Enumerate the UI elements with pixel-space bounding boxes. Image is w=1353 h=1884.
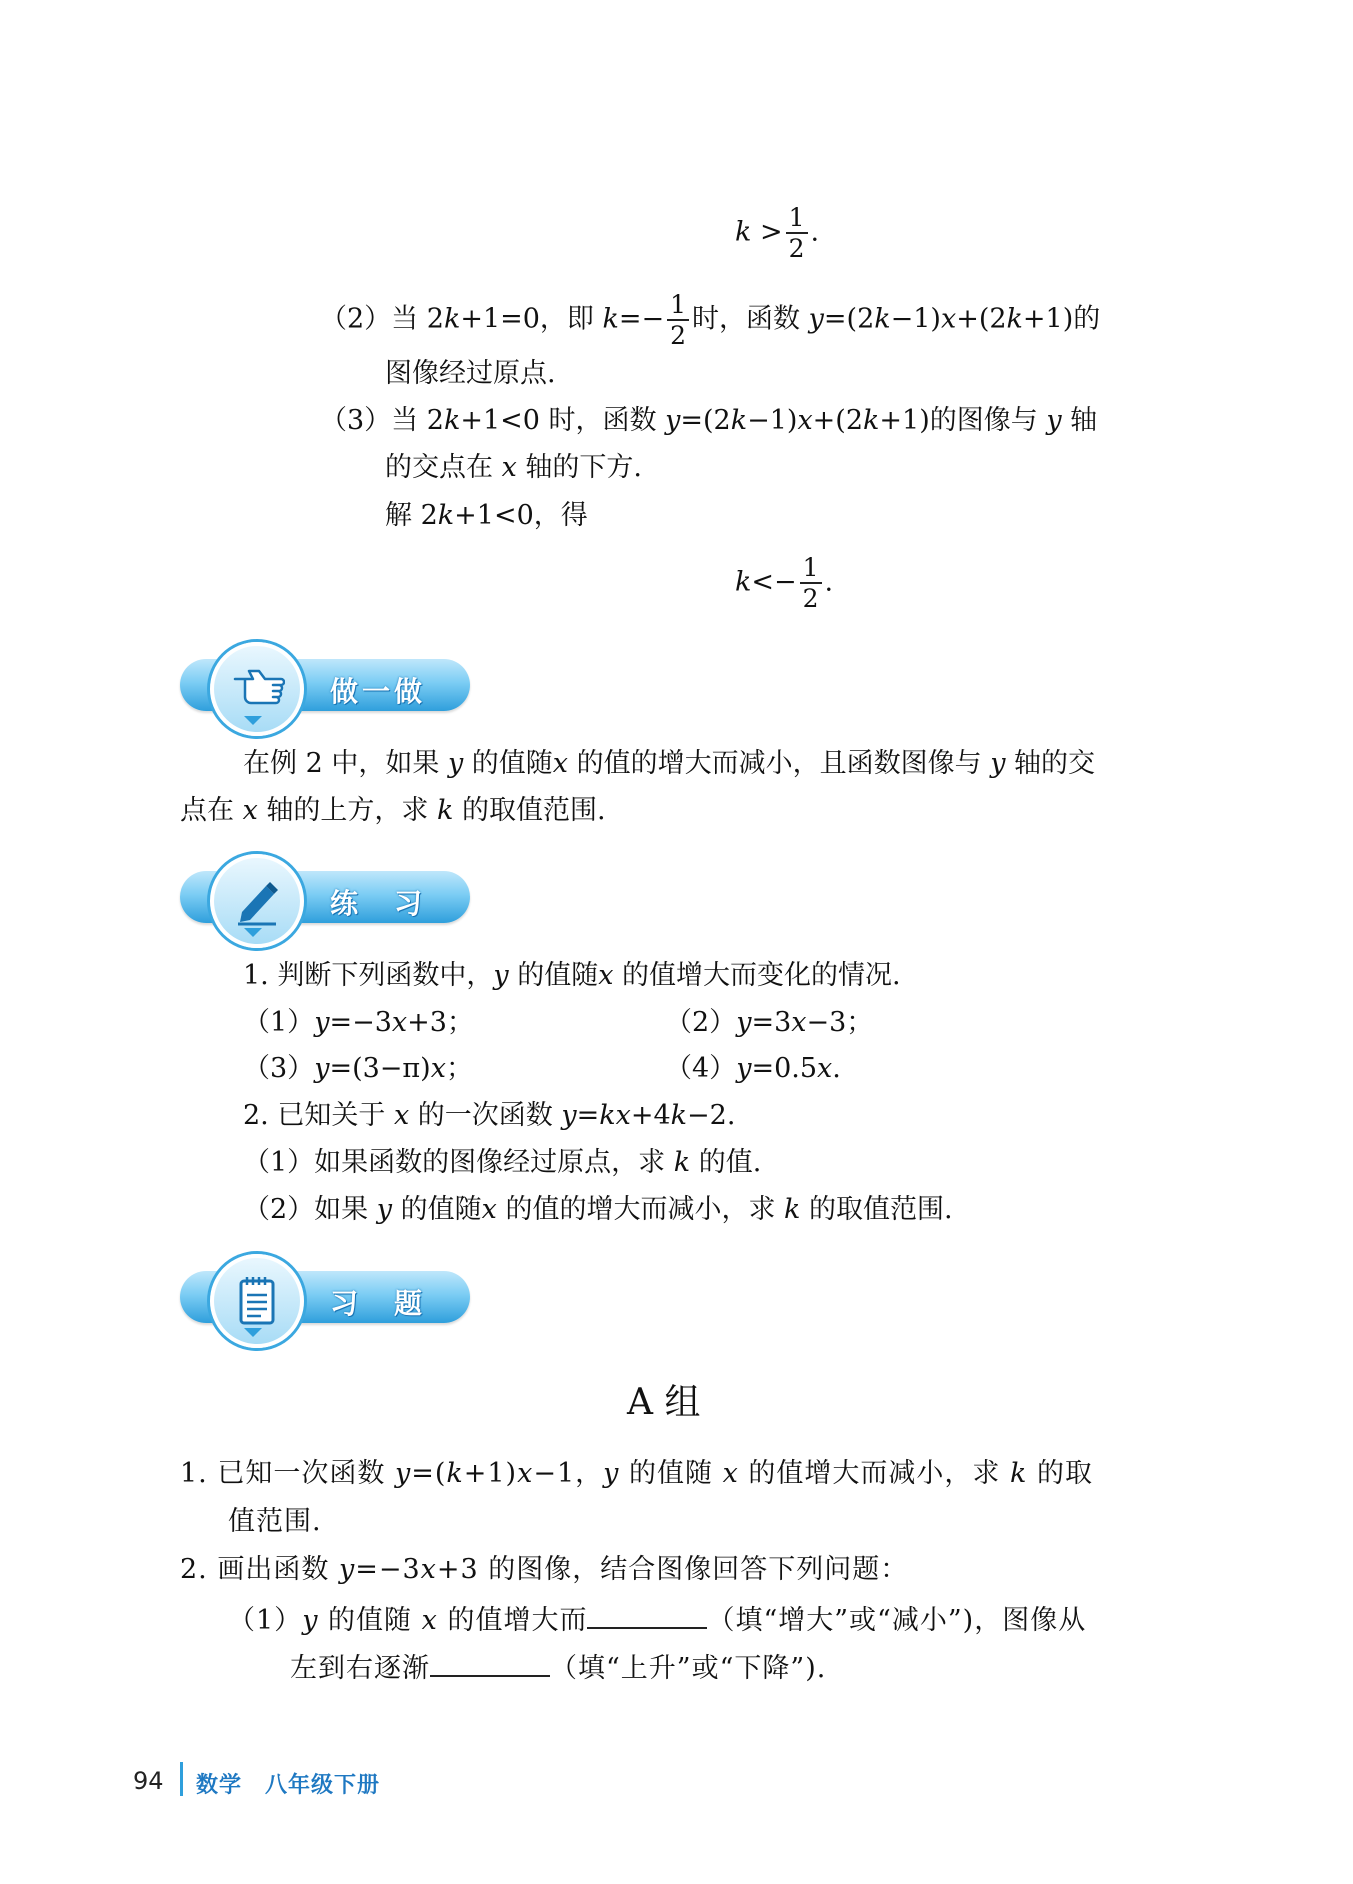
var-k: k xyxy=(446,1458,464,1489)
var-x: x xyxy=(817,1053,833,1084)
text: 的取 xyxy=(1027,1458,1093,1489)
lianxi-q1-item-1 xyxy=(243,1007,474,1038)
solution-item-3-line2 xyxy=(385,452,642,483)
footer-divider xyxy=(180,1762,183,1796)
lianxi-q1-item-4 xyxy=(665,1053,841,1084)
solution-item-3-line3 xyxy=(385,500,588,531)
inequality-k-gt-half: k > $\frac{1}{2}$ . xyxy=(735,203,820,263)
text: +1=0，即 xyxy=(460,303,603,335)
text: 的值增大而减小，求 xyxy=(738,1458,1010,1489)
lianxi-q1-item-3 xyxy=(243,1053,473,1084)
lianxi-q2-item-1 xyxy=(243,1147,761,1178)
var-k: k xyxy=(443,303,461,335)
text: =3 xyxy=(751,1007,792,1038)
solution-item-2-line2: 图像经过原点. xyxy=(385,358,556,389)
text: （1）如果函数的图像经过原点，求 xyxy=(243,1147,674,1178)
var-x: x xyxy=(791,1007,807,1038)
book-title: 数学 八年级下册 xyxy=(196,1773,381,1798)
text: +(2 xyxy=(956,303,1007,335)
var-y: y xyxy=(314,1007,330,1038)
banner-title: 习 题 xyxy=(330,1287,427,1320)
var-k: k xyxy=(443,405,461,436)
var-y: y xyxy=(603,1458,620,1489)
fraction-denominator: 2 xyxy=(788,234,805,263)
text: +1<0 时，函数 xyxy=(460,405,666,436)
text: =(2 xyxy=(823,303,875,335)
banner-title: 做一做 xyxy=(330,675,427,708)
text: =−3 xyxy=(329,1007,392,1038)
text: −1， xyxy=(533,1458,604,1489)
text: （填“上升”或“下降”). xyxy=(550,1653,827,1684)
text: 2. 已知关于 xyxy=(243,1100,394,1131)
text: =−3 xyxy=(355,1554,421,1585)
text: 的交点在 xyxy=(385,452,502,483)
var-k: k xyxy=(863,405,880,436)
zuoyizuo-line2 xyxy=(180,795,606,826)
text: 的值增大而 xyxy=(437,1605,588,1636)
text: =− xyxy=(618,303,665,335)
var-y: y xyxy=(736,1053,752,1084)
var-k: k xyxy=(599,1100,616,1131)
var-y: y xyxy=(314,1053,330,1084)
text: −3； xyxy=(806,1007,874,1038)
var-k: k xyxy=(602,303,619,335)
xiti-p1-line2: 值范围. xyxy=(228,1506,322,1537)
var-x: x xyxy=(393,1100,410,1131)
period: . xyxy=(810,216,820,248)
text: ； xyxy=(445,1053,473,1084)
var-k: k xyxy=(670,1100,688,1131)
text: . xyxy=(832,1053,841,1084)
var-y: y xyxy=(665,405,681,436)
text: 2. 画出函数 xyxy=(180,1554,339,1585)
text: +1<0，得 xyxy=(454,500,588,531)
text: −2. xyxy=(687,1100,736,1131)
text: +1) xyxy=(463,1458,518,1489)
fraction-numerator: 1 xyxy=(667,292,689,321)
fraction-denominator: 2 xyxy=(802,584,819,613)
text: −1) xyxy=(747,405,798,436)
text: 的取值范围. xyxy=(800,1194,953,1225)
fraction xyxy=(786,205,808,261)
banner-arrow xyxy=(244,716,262,725)
text: 轴的上方，求 xyxy=(257,795,437,826)
text: 在例 2 中，如果 xyxy=(243,748,448,779)
fill-in-blank[interactable] xyxy=(587,1603,707,1629)
var-k: k xyxy=(874,303,891,335)
var-x: x xyxy=(615,1100,631,1131)
var-y: y xyxy=(1046,405,1062,436)
text: （4） xyxy=(665,1053,737,1084)
text: 的值随 xyxy=(318,1605,422,1636)
text: 左到右逐渐 xyxy=(290,1653,430,1684)
var-k: k xyxy=(735,216,752,248)
text: 1. 判断下列函数中， xyxy=(243,960,494,991)
text: +3 的图像，结合图像回答下列问题： xyxy=(436,1554,909,1585)
banner-zuoyizuo xyxy=(180,648,470,723)
text: （2） xyxy=(665,1007,737,1038)
xiti-p2 xyxy=(180,1554,908,1585)
period: . xyxy=(824,566,834,598)
xiti-p2-item-1-line2 xyxy=(290,1651,826,1684)
var-y: y xyxy=(302,1605,319,1636)
text: （填“增大”或“减小”)，图像从 xyxy=(707,1605,1087,1636)
banner-lianxi xyxy=(180,860,470,935)
group-title: A 组 xyxy=(627,1382,701,1423)
text: +4 xyxy=(630,1100,671,1131)
var-x: x xyxy=(242,795,258,826)
text: 的值随 xyxy=(508,960,599,991)
text: =0.5 xyxy=(751,1053,818,1084)
var-x: x xyxy=(430,1053,446,1084)
text: =(3−π) xyxy=(329,1053,431,1084)
text: 的值. xyxy=(690,1147,762,1178)
var-k: k xyxy=(437,500,455,531)
page-number: 94 xyxy=(133,1767,164,1795)
fill-in-blank[interactable] xyxy=(430,1651,550,1677)
text: 的值的增大而减小，求 xyxy=(496,1194,785,1225)
text: = xyxy=(576,1100,600,1131)
solution-item-3 xyxy=(320,405,1097,436)
var-x: x xyxy=(501,452,517,483)
var-k: k xyxy=(1009,1458,1028,1489)
var-k: k xyxy=(673,1147,691,1178)
text: 点在 xyxy=(180,795,243,826)
var-x: x xyxy=(391,1007,408,1038)
fraction xyxy=(800,555,822,611)
fraction-numerator: 1 xyxy=(800,555,822,584)
text: 轴的下方. xyxy=(516,452,642,483)
text: （3）当 2 xyxy=(320,405,444,436)
text: （1） xyxy=(228,1605,303,1636)
text: （3） xyxy=(243,1053,315,1084)
var-k: k xyxy=(784,1194,801,1225)
text: 轴 xyxy=(1061,405,1098,436)
text: （1） xyxy=(243,1007,315,1038)
var-y: y xyxy=(447,748,464,779)
text: 的一次函数 xyxy=(409,1100,562,1131)
var-x: x xyxy=(797,405,813,436)
banner-arrow xyxy=(244,928,262,937)
var-y: y xyxy=(338,1554,356,1585)
var-x: x xyxy=(598,960,614,991)
var-x: x xyxy=(517,1458,534,1489)
var-y: y xyxy=(493,960,509,991)
var-x: x xyxy=(940,303,957,335)
var-x: x xyxy=(552,748,569,779)
text: 1. 已知一次函数 xyxy=(180,1458,395,1489)
lianxi-q1 xyxy=(243,960,901,991)
banner-title: 练 习 xyxy=(330,887,427,920)
text: +1)的 xyxy=(1022,303,1101,335)
text: （2）如果 xyxy=(243,1194,377,1225)
var-y: y xyxy=(376,1194,393,1225)
var-k: k xyxy=(1006,303,1023,335)
text: 轴的交 xyxy=(1005,748,1096,779)
text: 的值随 xyxy=(392,1194,482,1225)
var-x: x xyxy=(420,1554,437,1585)
text: 的值随 xyxy=(619,1458,723,1489)
var-y: y xyxy=(561,1100,577,1131)
zuoyizuo-line1 xyxy=(243,748,1095,779)
text: <− xyxy=(751,566,797,598)
var-y: y xyxy=(394,1458,412,1489)
var-k: k xyxy=(437,795,454,826)
var-k: k xyxy=(735,566,752,598)
var-y: y xyxy=(808,303,824,335)
solution-item-2 xyxy=(320,292,1100,348)
lianxi-q1-item-2 xyxy=(665,1007,873,1038)
text: +1)的图像与 xyxy=(879,405,1047,436)
xiti-p2-item-1 xyxy=(228,1603,1086,1636)
text: 的值增大而变化的情况. xyxy=(613,960,901,991)
text: 的值的增大而减小，且函数图像与 xyxy=(568,748,991,779)
text: −1) xyxy=(890,303,941,335)
var-x: x xyxy=(722,1458,739,1489)
fraction-numerator: 1 xyxy=(786,205,808,234)
lianxi-q2 xyxy=(243,1100,735,1131)
text: 的值随 xyxy=(463,748,553,779)
text: +3； xyxy=(407,1007,474,1038)
lianxi-q2-item-2 xyxy=(243,1194,953,1225)
text: 时，函数 xyxy=(692,303,809,335)
text: =(2 xyxy=(680,405,731,436)
fraction-denominator: 2 xyxy=(670,321,687,350)
banner-xiti xyxy=(180,1260,470,1335)
var-x: x xyxy=(481,1194,497,1225)
var-x: x xyxy=(421,1605,438,1636)
inequality-k-lt-neg-half xyxy=(735,555,833,611)
banner-arrow xyxy=(244,1328,262,1337)
var-y: y xyxy=(990,748,1006,779)
text: 解 2 xyxy=(385,500,438,531)
fraction xyxy=(667,292,689,348)
var-k: k xyxy=(730,405,748,436)
text: 的取值范围. xyxy=(453,795,606,826)
text: =( xyxy=(411,1458,447,1489)
xiti-p1 xyxy=(180,1458,1093,1489)
text: （2）当 2 xyxy=(320,303,444,335)
text: +(2 xyxy=(812,405,864,436)
var-y: y xyxy=(736,1007,752,1038)
